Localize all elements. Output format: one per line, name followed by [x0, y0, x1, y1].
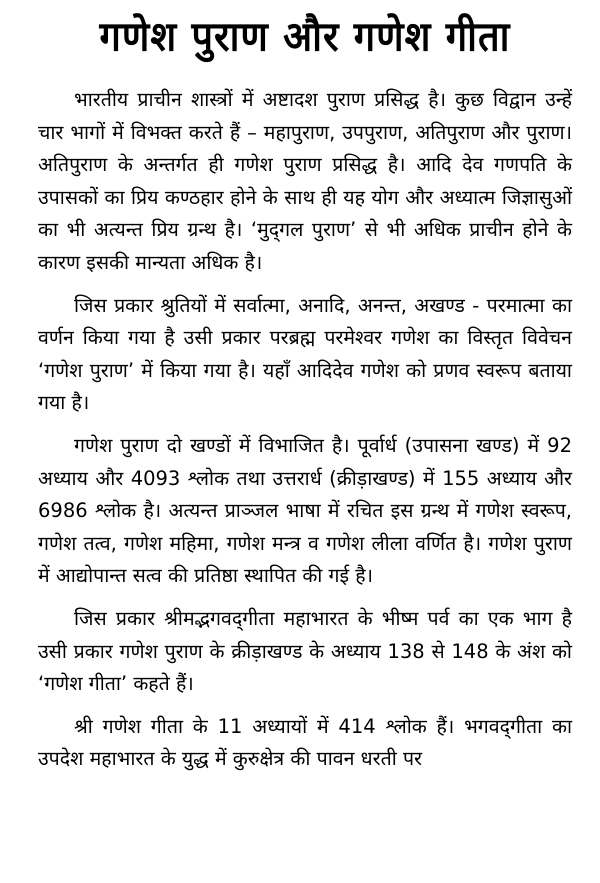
paragraph-ganesh-gita-origin: जिस प्रकार श्रीमद्भगवद्‌गीता महाभारत के भीष्म पर्व का एक भाग है उसी प्रकार गणेश पुराण के क्रीड़ाखण्ड के अध्याय 138 से 148 के अंश को ‘गणेश गीता’ कहते हैं। [38, 606, 572, 696]
paragraph-khand-division: गणेश पुराण दो खण्डों में विभाजित है। पूर्वार्ध (उपासना खण्ड) में 92 अध्याय और 4093 श्लोक तथा उत्तरार्ध (क्रीड़ाखण्ड) में 155 अध्याय और 6986 श्लोक है। अत्यन्त प्राञ्जल भाषा में रचित इस ग्रन्थ में गणेश स्वरूप, गणेश तत्व, गणेश महिमा, गणेश मन्त्र व गणेश लीला वर्णित है। गणेश पुराण में आद्योपान्त सत्व की प्रतिष्ठा स्थापित की गई है। [38, 433, 572, 588]
paragraph-ganesh-gita-chapters: श्री गणेश गीता के 11 अध्यायों में 414 श्लोक हैं। भगवद्‌गीता का उपदेश महाभारत के युद्ध में कुरुक्षेत्र की पावन धरती पर [38, 714, 572, 771]
paragraph-paramatma: जिस प्रकार श्रुतियों में सर्वात्मा, अनादि, अनन्त, अखण्ड - परमात्मा का वर्णन किया गया है उसी प्रकार परब्रह्म परमेश्वर गणेश का विस्तृत विवेचन ‘गणेश पुराण’ में किया गया है। यहाँ आदिदेव गणेश को प्रणव स्वरूप बताया गया है। [38, 293, 572, 415]
page-title: गणेश पुराण और गणेश गीता [99, 12, 511, 61]
paragraph-puran-intro: भारतीय प्राचीन शास्त्रों में अष्टादश पुराण प्रसिद्ध है। कुछ विद्वान उन्हें चार भागों में विभक्त करते हैं – महापुराण, उपपुराण, अतिपुराण और पुराण। अतिपुराण के अन्तर्गत ही गणेश पुराण प्रसिद्ध है। आदि देव गणपति के उपासकों का प्रिय कण्ठहार होने के साथ ही यह योग और अध्यात्म जिज्ञासुओं का भी अत्यन्त प्रिय ग्रन्थ है। ‘मुद्‌गल पुराण’ से भी अधिक प्राचीन होने के कारण इसकी मान्यता अधिक है। [38, 88, 572, 274]
